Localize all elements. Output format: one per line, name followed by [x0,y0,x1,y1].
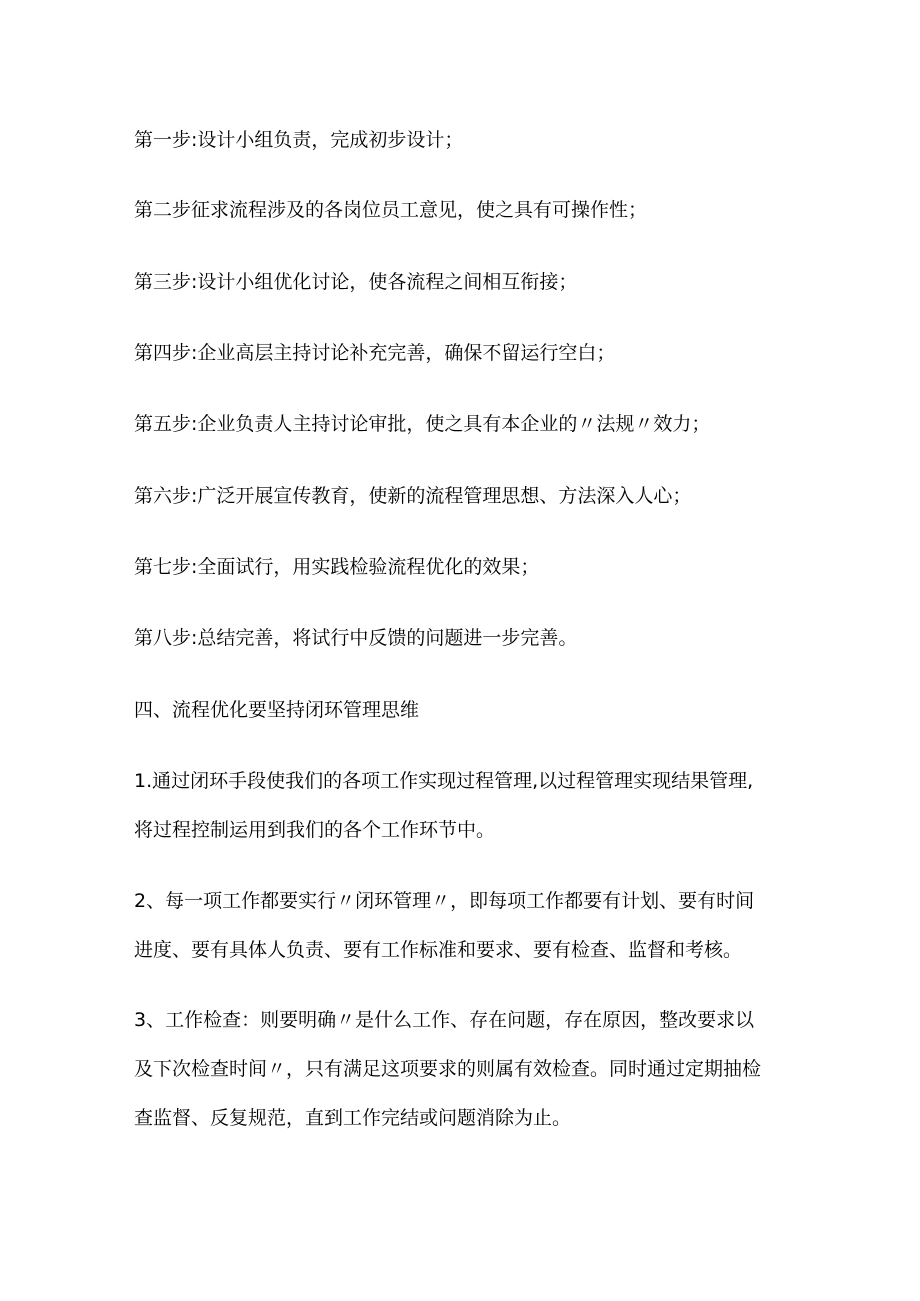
item-3-line-3: 查监督、反复规范，直到工作完结或问题消除为止。 [134,1107,572,1129]
item-1-line-1: 1.通过闭环手段使我们的各项工作实现过程管理,以过程管理实现结果管理, [134,770,754,792]
item-2-line-2: 进度、要有具体人负责、要有工作标准和要求、要有检查、监督和考核。 [134,939,743,961]
step-6: 第六步:广泛开展宣传教育，使新的流程管理思想、方法深入人心； [134,485,692,507]
section-heading: 四、流程优化要坚持闭环管理思维 [134,699,420,721]
step-8: 第八步:总结完善，将试行中反馈的问题进一步完善。 [134,627,578,649]
step-5: 第五步:企业负责人主持讨论审批，使之具有本企业的〃法规〃效力； [134,413,711,435]
item-1-line-2: 将过程控制运用到我们的各个工作环节中。 [134,819,496,841]
step-3: 第三步:设计小组优化讨论，使各流程之间相互衔接； [134,271,578,293]
step-4: 第四步:企业高层主持讨论补充完善，确保不留运行空白； [134,342,616,364]
item-2-line-1: 2、每一项工作都要实行〃闭环管理〃，即每项工作都要有计划、要有时间 [134,890,755,912]
item-3-line-1: 3、工作检查：则要明确〃是什么工作、存在问题，存在原因，整改要求以 [134,1009,755,1031]
step-7: 第七步:全面试行，用实践检验流程优化的效果； [134,556,540,578]
step-1: 第一步:设计小组负责，完成初步设计； [134,129,464,151]
step-2: 第二步征求流程涉及的各岗位员工意见，使之具有可操作性； [134,199,648,221]
item-3-line-2: 及下次检查时间〃，只有满足这项要求的则属有效检查。同时通过定期抽检 [134,1058,762,1080]
